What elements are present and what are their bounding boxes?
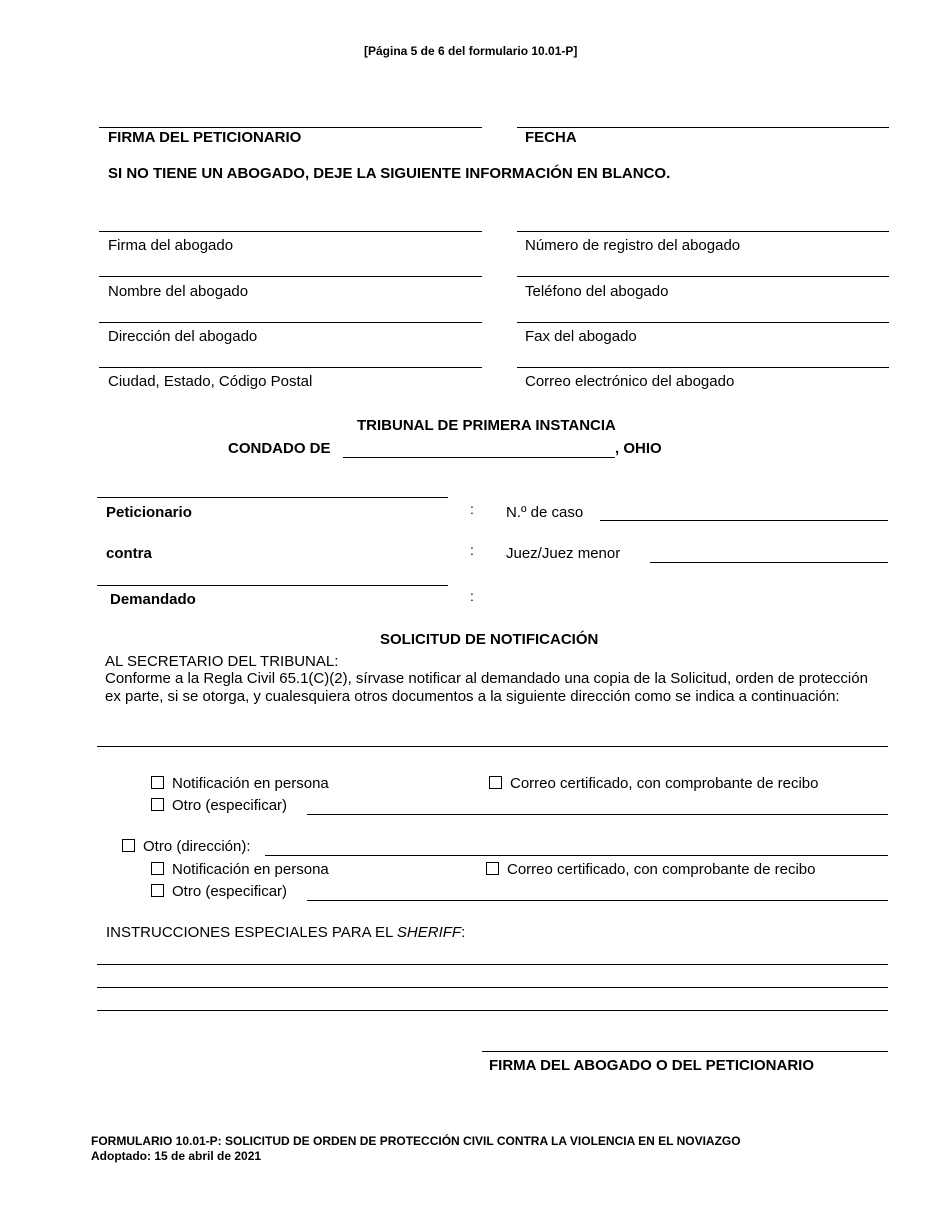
form-footer-adopted: Adoptado: 15 de abril de 2021 [91,1149,262,1163]
petitioner-signature-label: FIRMA DEL PETICIONARIO [108,129,302,146]
request-title: SOLICITUD DE NOTIFICACIÓN [380,631,599,648]
certified-mail-checkbox[interactable] [489,776,502,789]
attorney-registration-label: Número de registro del abogado [525,237,741,254]
county-label: CONDADO DE [228,440,331,457]
no-attorney-note: SI NO TIENE UN ABOGADO, DEJE LA SIGUIENTE INFORMACIÓN EN BLANCO. [108,165,671,182]
attorney-address-label: Dirección del abogado [108,328,258,345]
ohio-label: , OHIO [615,440,662,457]
judge-line[interactable] [650,562,888,563]
personal-service-label: Notificación en persona [172,775,329,792]
sheriff-instructions-line[interactable] [97,1010,888,1011]
respondent-address-line[interactable] [97,746,888,747]
other-specify-line-2[interactable] [307,900,888,901]
caption-colon: : [470,588,474,604]
case-number-line[interactable] [600,520,888,521]
petitioner-name-line[interactable] [97,497,448,498]
versus-label: contra [106,545,152,562]
sheriff-prefix: INSTRUCCIONES ESPECIALES PARA EL [106,924,397,941]
request-body: Conforme a la Regla Civil 65.1(C)(2), sírvase notificar al demandado una copia de la Solicitud, orden de protección ex parte, si se otorga, y cualesquiera otros documentos a la siguiente dirección como se indica a continuación: [105,670,868,705]
respondent-caption-label: Demandado [110,591,196,608]
date-line[interactable] [517,127,889,128]
respondent-name-line[interactable] [97,585,448,586]
caption-colon: : [470,501,474,517]
page-number-header: [Página 5 de 6 del formulario 10.01-P] [364,44,578,58]
attorney-email-line[interactable] [517,367,889,368]
certified-mail-label: Correo certificado, con comprobante de recibo [510,775,819,792]
final-signature-line[interactable] [482,1051,888,1052]
attorney-signature-line[interactable] [99,231,482,232]
other-specify-checkbox-2[interactable] [151,884,164,897]
other-specify-label-2: Otro (especificar) [172,883,288,900]
certified-mail-checkbox-2[interactable] [486,862,499,875]
petitioner-signature-line[interactable] [99,127,482,128]
personal-service-checkbox-2[interactable] [151,862,164,875]
other-address-label: Otro (dirección): [143,838,251,855]
attorney-email-label: Correo electrónico del abogado [525,373,735,390]
attorney-registration-line[interactable] [517,231,889,232]
judge-label: Juez/Juez menor [506,545,621,562]
attorney-fax-line[interactable] [517,322,889,323]
attorney-phone-line[interactable] [517,276,889,277]
sheriff-suffix: : [461,924,466,941]
attorney-city-label: Ciudad, Estado, Código Postal [108,373,313,390]
final-signature-label: FIRMA DEL ABOGADO O DEL PETICIONARIO [489,1057,815,1074]
attorney-city-line[interactable] [99,367,482,368]
other-specify-checkbox[interactable] [151,798,164,811]
certified-mail-label-2: Correo certificado, con comprobante de recibo [507,861,816,878]
court-title: TRIBUNAL DE PRIMERA INSTANCIA [357,417,616,434]
other-address-checkbox[interactable] [122,839,135,852]
personal-service-label-2: Notificación en persona [172,861,329,878]
petitioner-caption-label: Peticionario [106,504,192,521]
caption-colon: : [470,542,474,558]
attorney-name-line[interactable] [99,276,482,277]
case-number-label: N.º de caso [506,504,584,521]
other-specify-line[interactable] [307,814,888,815]
form-footer-title: FORMULARIO 10.01-P: SOLICITUD DE ORDEN DE PROTECCIÓN CIVIL CONTRA LA VIOLENCIA EN EL NOVIAZGO [91,1134,741,1148]
attorney-fax-label: Fax del abogado [525,328,637,345]
county-input-line[interactable] [343,457,615,458]
attorney-address-line[interactable] [99,322,482,323]
other-address-line[interactable] [265,855,888,856]
date-label: FECHA [525,129,577,146]
other-specify-label: Otro (especificar) [172,797,288,814]
to-clerk-label: AL SECRETARIO DEL TRIBUNAL: [105,653,339,670]
attorney-name-label: Nombre del abogado [108,283,249,300]
attorney-phone-label: Teléfono del abogado [525,283,669,300]
sheriff-word: SHERIFF [396,924,462,941]
sheriff-instructions-label [106,924,465,941]
attorney-signature-label: Firma del abogado [108,237,234,254]
sheriff-instructions-line[interactable] [97,987,888,988]
sheriff-instructions-line[interactable] [97,964,888,965]
personal-service-checkbox[interactable] [151,776,164,789]
